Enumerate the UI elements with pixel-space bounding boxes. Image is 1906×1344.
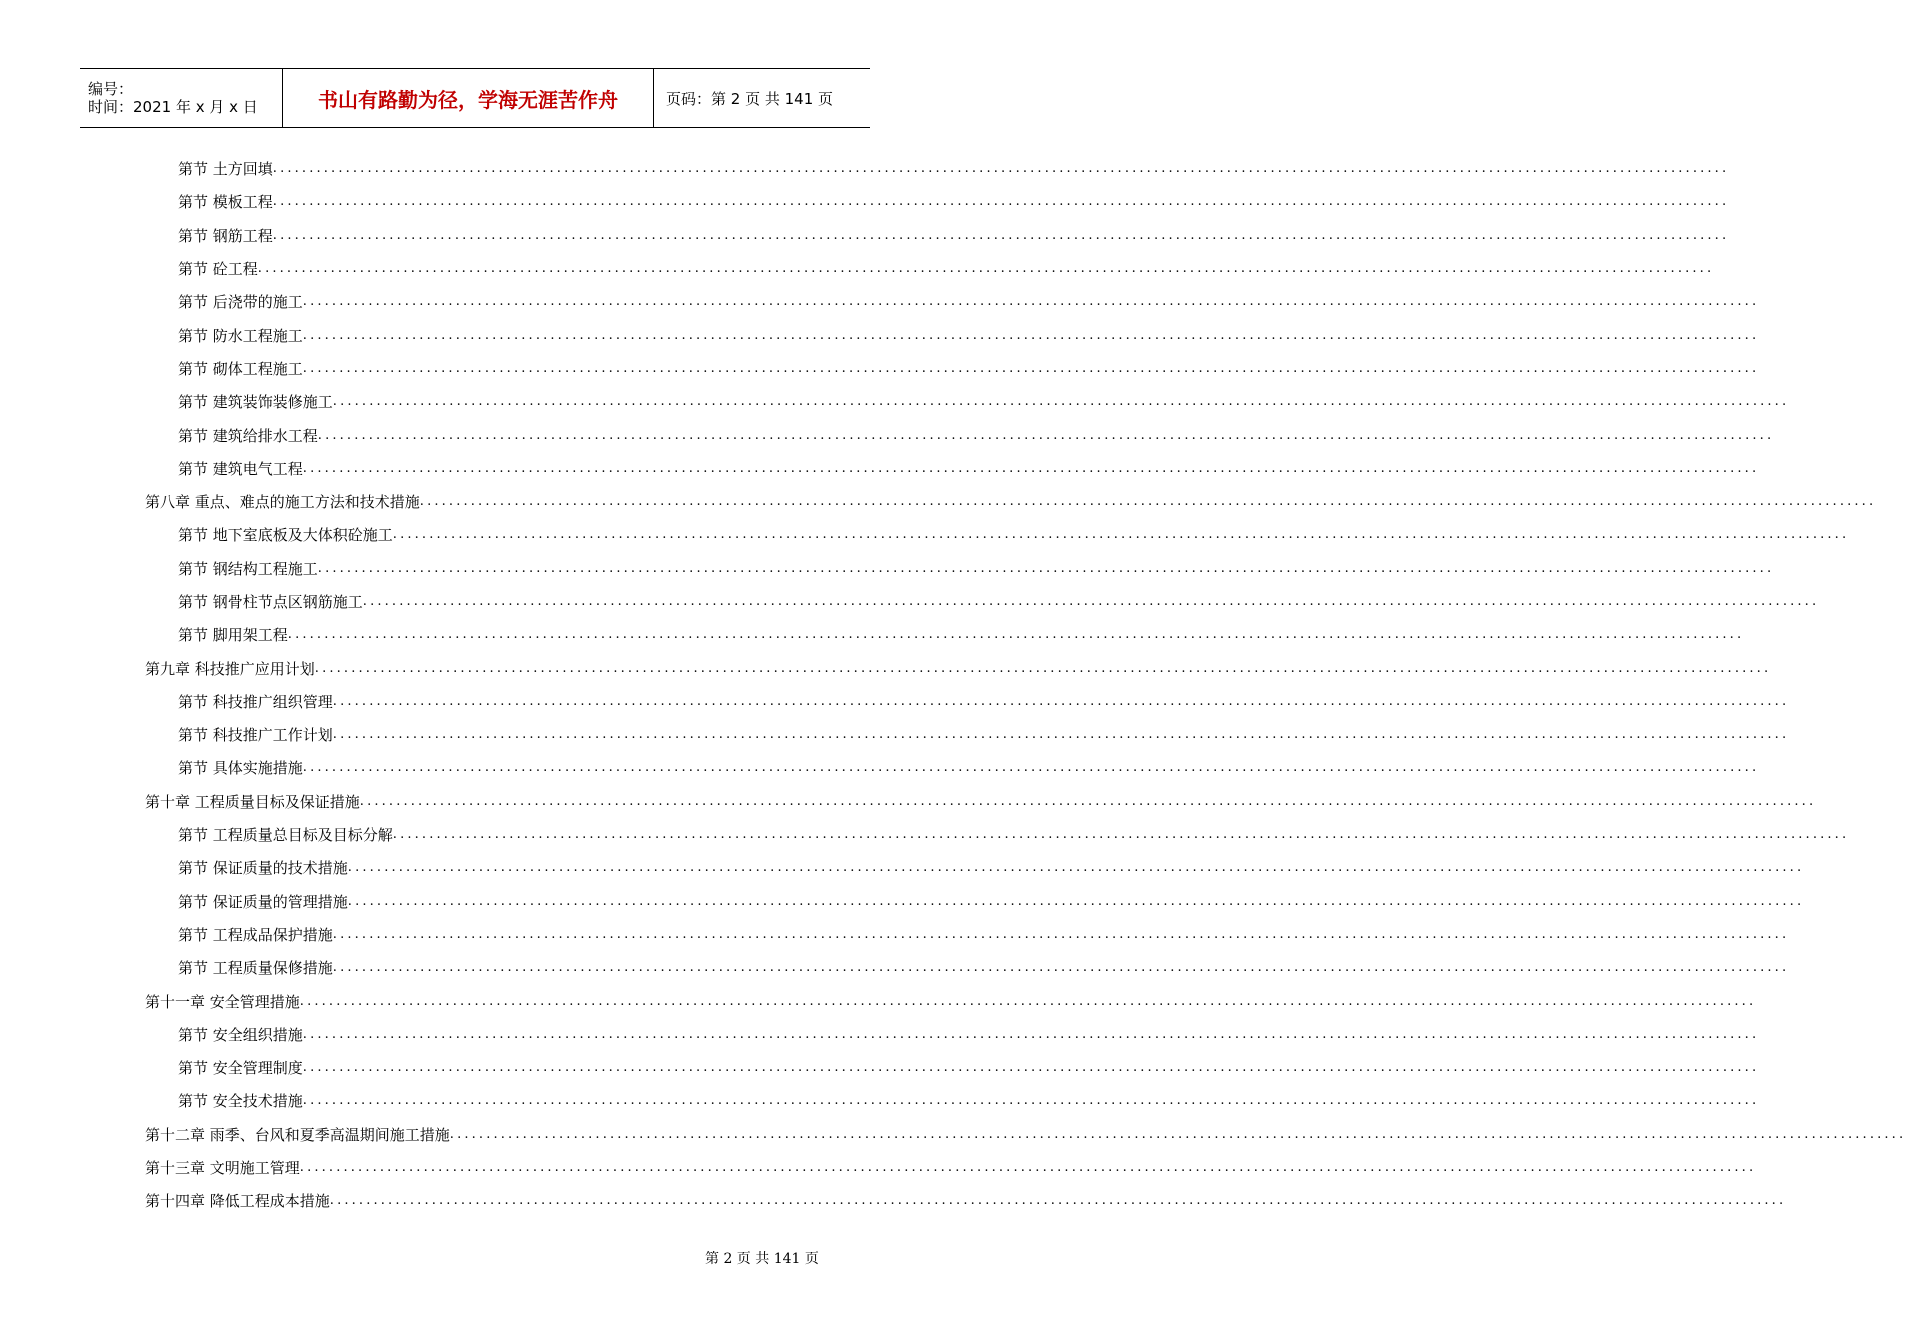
document-number-label: 编号：	[88, 80, 134, 98]
header-page-cell	[654, 69, 833, 127]
toc-dot-leader: ........................................................................................................................................................................................................	[257, 261, 1715, 277]
toc-section-entry[interactable]	[0, 252, 1715, 285]
toc-entry-text: 第节 建筑给排水工程	[178, 426, 318, 445]
toc-entry-text: 第节 钢筋工程	[178, 226, 273, 245]
toc-section-entry[interactable]	[0, 718, 1790, 751]
toc-chapter-entry[interactable]	[0, 984, 1757, 1017]
toc-entry-text: 第节 砼工程	[178, 260, 258, 279]
toc-dot-leader: ........................................................................................................................................................................................................	[392, 827, 1850, 843]
toc-dot-leader: ........................................................................................................................................................................................................	[419, 494, 1877, 510]
toc-section-entry[interactable]	[0, 385, 1790, 418]
toc-entry-text: 第节 保证质量的技术措施	[178, 859, 348, 878]
table-of-contents	[0, 152, 1906, 1218]
toc-entry-text: 第节 地下室底板及大体积砼施工	[178, 526, 393, 545]
toc-dot-leader: ........................................................................................................................................................................................................	[302, 1026, 1760, 1042]
toc-entry-text: 第节 工程质量保修措施	[178, 959, 333, 978]
toc-section-entry[interactable]	[0, 618, 1745, 651]
toc-entry-text: 第节 钢结构工程施工	[178, 559, 318, 578]
toc-dot-leader: ........................................................................................................................................................................................................	[302, 360, 1760, 376]
toc-section-entry[interactable]	[0, 352, 1760, 385]
toc-section-entry[interactable]	[0, 685, 1790, 718]
toc-dot-leader: ........................................................................................................................................................................................................	[332, 394, 1790, 410]
toc-chapter-entry[interactable]	[0, 785, 1817, 818]
toc-dot-leader: ........................................................................................................................................................................................................	[449, 1126, 1906, 1142]
header-page-info: 页码：第 2 页 共 141 页	[666, 89, 834, 108]
toc-dot-leader: ........................................................................................................................................................................................................	[332, 926, 1790, 942]
toc-dot-leader: ........................................................................................................................................................................................................	[317, 560, 1775, 576]
toc-dot-leader: ........................................................................................................................................................................................................	[317, 427, 1775, 443]
toc-dot-leader: ........................................................................................................................................................................................................	[272, 161, 1730, 177]
toc-entry-text: 第节 具体实施措施	[178, 759, 303, 778]
toc-section-entry[interactable]	[0, 1051, 1760, 1084]
toc-chapter-entry[interactable]	[0, 1151, 1757, 1184]
toc-entry-text: 第节 模板工程	[178, 193, 273, 212]
toc-section-entry[interactable]	[0, 452, 1760, 485]
toc-section-entry[interactable]	[0, 418, 1775, 451]
toc-dot-leader: ........................................................................................................................................................................................................	[272, 227, 1730, 243]
toc-entry-text: 第十章 工程质量目标及保证措施	[145, 792, 360, 811]
toc-dot-leader: ........................................................................................................................................................................................................	[362, 594, 1820, 609]
toc-section-entry[interactable]	[0, 585, 1820, 618]
toc-section-entry[interactable]	[0, 152, 1730, 185]
toc-entry-text: 第节 安全技术措施	[178, 1092, 303, 1111]
header-motto-cell	[282, 69, 654, 127]
toc-section-entry[interactable]	[0, 219, 1730, 252]
toc-dot-leader: ........................................................................................................................................................................................................	[287, 627, 1745, 643]
toc-section-entry[interactable]	[0, 1018, 1760, 1051]
toc-section-entry[interactable]	[0, 1084, 1760, 1117]
toc-entry-text: 第节 工程成品保护措施	[178, 925, 333, 944]
toc-section-entry[interactable]	[0, 318, 1760, 351]
toc-entry-text: 第节 科技推广工作计划	[178, 726, 333, 745]
toc-entry-text: 第节 安全组织措施	[178, 1025, 303, 1044]
toc-section-entry[interactable]	[0, 851, 1805, 884]
toc-dot-leader: ........................................................................................................................................................................................................	[347, 893, 1805, 909]
toc-entry-text: 第十一章 安全管理措施	[145, 992, 300, 1011]
toc-dot-leader: ........................................................................................................................................................................................................	[302, 1060, 1760, 1076]
toc-entry-text: 第节 科技推广组织管理	[178, 692, 333, 711]
toc-dot-leader: ........................................................................................................................................................................................................	[299, 1160, 1757, 1176]
toc-entry-text: 第节 保证质量的管理措施	[178, 892, 348, 911]
toc-chapter-entry[interactable]	[0, 1184, 1787, 1217]
toc-entry-text: 第节 土方回填	[178, 160, 273, 179]
toc-dot-leader: ........................................................................................................................................................................................................	[302, 327, 1760, 343]
toc-section-entry[interactable]	[0, 751, 1760, 784]
toc-entry-text: 第节 后浇带的施工	[178, 293, 303, 312]
page-footer: 第 2 页 共 141 页	[705, 1251, 819, 1267]
toc-chapter-entry[interactable]	[0, 485, 1877, 518]
toc-section-entry[interactable]	[0, 951, 1790, 984]
toc-dot-leader: ........................................................................................................................................................................................................	[332, 693, 1790, 709]
toc-entry-text: 第九章 科技推广应用计划	[145, 659, 315, 678]
toc-entry-text: 第节 防水工程施工	[178, 326, 303, 345]
toc-entry-text: 第节 安全管理制度	[178, 1059, 303, 1078]
page-header	[80, 68, 870, 128]
toc-entry-text: 第十三章 文明施工管理	[145, 1159, 300, 1178]
toc-section-entry[interactable]	[0, 818, 1850, 851]
toc-dot-leader: ........................................................................................................................................................................................................	[392, 527, 1850, 543]
toc-section-entry[interactable]	[0, 518, 1850, 551]
toc-section-entry[interactable]	[0, 285, 1760, 318]
toc-dot-leader: ........................................................................................................................................................................................................	[302, 1093, 1760, 1109]
header-motto: 书山有路勤为径，学海无涯苦作舟	[318, 87, 618, 112]
toc-dot-leader: ........................................................................................................................................................................................................	[359, 793, 1817, 809]
toc-section-entry[interactable]	[0, 552, 1775, 585]
toc-dot-leader: ........................................................................................................................................................................................................	[302, 760, 1760, 776]
toc-dot-leader: ........................................................................................................................................................................................................	[302, 460, 1760, 476]
toc-chapter-entry[interactable]	[0, 1118, 1906, 1151]
toc-entry-text: 第节 建筑装饰装修施工	[178, 393, 333, 412]
toc-entry-text: 第十四章 降低工程成本措施	[145, 1192, 330, 1211]
toc-entry-text: 第节 钢骨柱节点区钢筋施工	[178, 593, 363, 611]
toc-entry-text: 第八章 重点、难点的施工方法和技术措施	[145, 493, 420, 512]
toc-dot-leader: ........................................................................................................................................................................................................	[332, 727, 1790, 743]
toc-section-entry[interactable]	[0, 918, 1790, 951]
toc-dot-leader: ........................................................................................................................................................................................................	[347, 860, 1805, 876]
toc-dot-leader: ........................................................................................................................................................................................................	[272, 194, 1730, 210]
toc-section-entry[interactable]	[0, 185, 1730, 218]
document-date: 时间：2021 年 x 月 x 日	[88, 98, 258, 116]
toc-entry-text: 第节 工程质量总目标及目标分解	[178, 826, 393, 845]
toc-dot-leader: ........................................................................................................................................................................................................	[302, 294, 1760, 310]
toc-chapter-entry[interactable]	[0, 651, 1772, 684]
toc-entry-text: 第节 脚用架工程	[178, 626, 288, 645]
toc-entry-text: 第节 砌体工程施工	[178, 359, 303, 378]
toc-dot-leader: ........................................................................................................................................................................................................	[329, 1193, 1787, 1209]
toc-dot-leader: ........................................................................................................................................................................................................	[314, 660, 1772, 676]
toc-dot-leader: ........................................................................................................................................................................................................	[332, 960, 1790, 976]
toc-section-entry[interactable]	[0, 885, 1805, 918]
toc-entry-text: 第十二章 雨季、台风和夏季高温期间施工措施	[145, 1125, 450, 1144]
toc-dot-leader: ........................................................................................................................................................................................................	[299, 993, 1757, 1009]
header-left-cell	[80, 69, 282, 127]
toc-entry-text: 第节 建筑电气工程	[178, 459, 303, 478]
